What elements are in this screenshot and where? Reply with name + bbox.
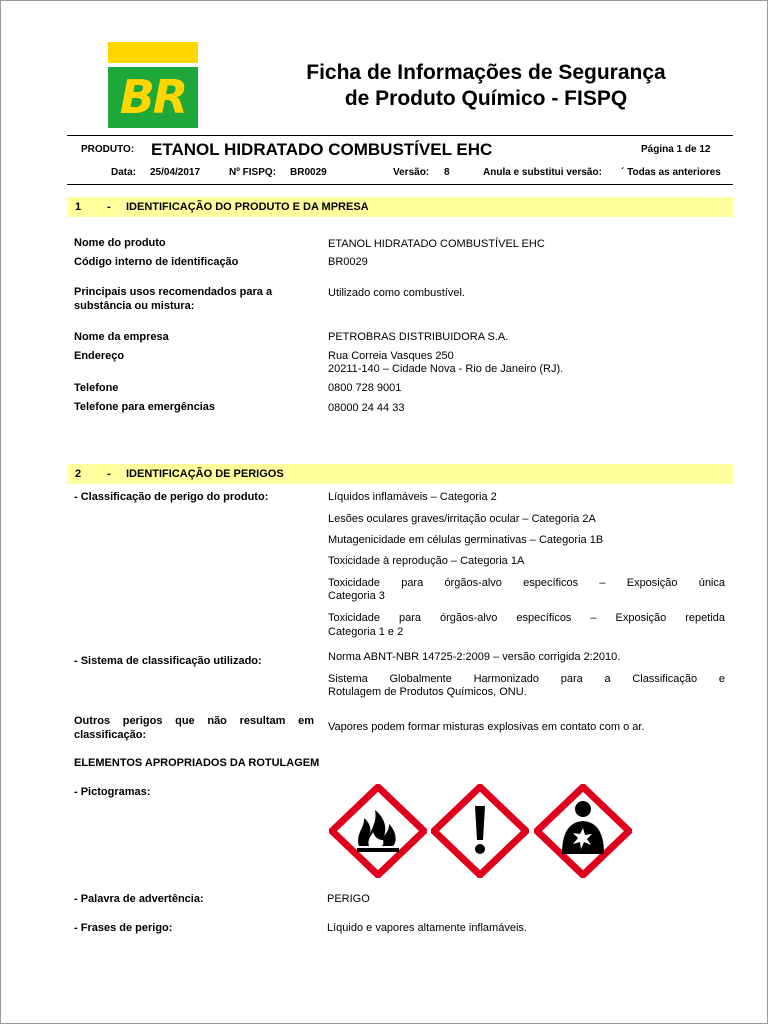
section-title: IDENTIFICAÇÃO DO PRODUTO E DA MPRESA bbox=[126, 201, 369, 213]
pictogramas-label: - Pictogramas: bbox=[74, 786, 151, 798]
classificacao-item: Toxicidade para órgãos-alvo específicos – Exposição única bbox=[328, 577, 725, 589]
usos-label-line-1: Principais usos recomendados para a bbox=[74, 286, 273, 298]
emergencia-value: 08000 24 44 33 bbox=[328, 402, 405, 414]
frases-perigo-value: Líquido e vapores altamente inflamáveis. bbox=[327, 922, 527, 934]
section-number: 2 bbox=[75, 468, 82, 480]
title-line-2: de Produto Químico - FISPQ bbox=[344, 87, 628, 110]
page-number: Página 1 de 12 bbox=[641, 144, 711, 155]
anula-value: ´ Todas as anteriores bbox=[621, 167, 721, 178]
endereco-label: Endereço bbox=[74, 350, 125, 362]
header-top-rule bbox=[67, 135, 733, 136]
palavra-advertencia-label: - Palavra de advertência: bbox=[74, 893, 204, 905]
sistema-label: - Sistema de classificação utilizado: bbox=[74, 655, 262, 667]
empresa-label: Nome da empresa bbox=[74, 331, 169, 343]
codigo-label: Código interno de identificação bbox=[74, 256, 239, 268]
section-1-header bbox=[67, 197, 733, 217]
outros-perigos-value: Vapores podem formar misturas explosivas em contato com o ar. bbox=[328, 721, 645, 733]
versao-label: Versão: bbox=[393, 167, 430, 178]
frases-perigo-label: - Frases de perigo: bbox=[74, 922, 173, 934]
nome-produto-label: Nome do produto bbox=[74, 237, 166, 249]
telefone-value: 0800 728 9001 bbox=[328, 382, 402, 394]
classificacao-item: Lesões oculares graves/irritação ocular – Categoria 2A bbox=[328, 513, 596, 525]
empresa-value: PETROBRAS DISTRIBUIDORA S.A. bbox=[328, 331, 509, 343]
sistema-item: Sistema Globalmente Harmonizado para a Classificação e bbox=[328, 673, 725, 685]
outros-perigos-label-line-2: classificação: bbox=[74, 729, 147, 741]
classificacao-item: Toxicidade à reprodução – Categoria 1A bbox=[328, 555, 525, 567]
logo-yellow-bar bbox=[108, 42, 198, 63]
nome-produto-value: ETANOL HIDRATADO COMBUSTÍVEL EHC bbox=[328, 238, 545, 250]
anula-label: Anula e substitui versão: bbox=[483, 167, 602, 178]
elementos-rotulagem-title: ELEMENTOS APROPRIADOS DA ROTULAGEM bbox=[74, 757, 320, 769]
classificacao-label: - Classificação de perigo do produto: bbox=[74, 491, 269, 503]
usos-value: Utilizado como combustível. bbox=[328, 287, 465, 299]
sistema-item: Norma ABNT-NBR 14725-2:2009 – versão corrigida 2:2010. bbox=[328, 651, 621, 663]
versao-value: 8 bbox=[444, 167, 450, 178]
telefone-label: Telefone bbox=[74, 382, 119, 394]
produto-value: ETANOL HIDRATADO COMBUSTÍVEL EHC bbox=[151, 140, 493, 159]
section-title: IDENTIFICAÇÃO DE PERIGOS bbox=[126, 468, 284, 480]
usos-label-line-2: substância ou mistura: bbox=[74, 300, 195, 312]
data-value: 25/04/2017 bbox=[150, 167, 201, 178]
header-bottom-rule bbox=[67, 184, 733, 185]
outros-perigos-label-line-1: Outros perigos que não resultam em bbox=[74, 715, 314, 727]
section-dash: - bbox=[107, 201, 111, 213]
classificacao-item-continuation: Categoria 1 e 2 bbox=[328, 626, 404, 638]
classificacao-item: Mutagenicidade em células germinativas – Categoria 1B bbox=[328, 534, 604, 546]
document-title bbox=[251, 60, 721, 112]
fispq-label: Nº FISPQ: bbox=[229, 167, 276, 178]
classificacao-item: Líquidos inflamáveis – Categoria 2 bbox=[328, 491, 497, 503]
fispq-value: BR0029 bbox=[290, 167, 327, 178]
sistema-item-continuation: Rotulagem de Produtos Químicos, ONU. bbox=[328, 686, 527, 698]
endereco-line-1: Rua Correia Vasques 250 bbox=[328, 350, 454, 362]
flame-icon bbox=[329, 784, 427, 883]
codigo-value: BR0029 bbox=[328, 256, 368, 268]
classificacao-item: Toxicidade para órgãos-alvo específicos – Exposição repetida bbox=[328, 612, 725, 624]
health-hazard-icon bbox=[534, 784, 632, 883]
palavra-advertencia-value: PERIGO bbox=[327, 893, 370, 905]
exclamation-icon bbox=[431, 784, 529, 883]
br-logo bbox=[108, 42, 198, 128]
emergencia-label: Telefone para emergências bbox=[74, 401, 216, 413]
endereco-line-2: 20211-140 – Cidade Nova - Rio de Janeiro (RJ). bbox=[328, 363, 564, 375]
logo-text: BR bbox=[119, 70, 187, 124]
section-number: 1 bbox=[75, 201, 82, 213]
data-label: Data: bbox=[111, 167, 137, 178]
section-2-header bbox=[67, 464, 733, 484]
title-line-1: Ficha de Informações de Segurança bbox=[306, 61, 666, 84]
produto-label: PRODUTO: bbox=[81, 144, 135, 155]
section-dash: - bbox=[107, 468, 111, 480]
classificacao-item-continuation: Categoria 3 bbox=[328, 590, 385, 602]
